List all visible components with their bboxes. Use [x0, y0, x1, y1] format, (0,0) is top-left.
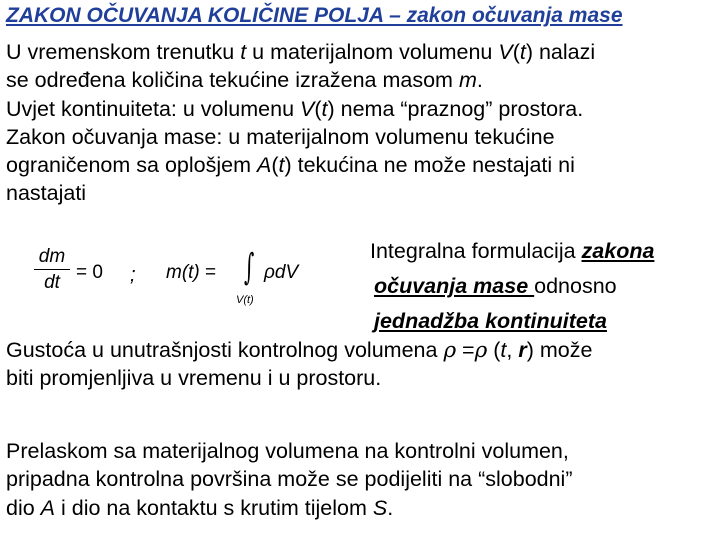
integral-subscript: V(t)	[236, 294, 254, 306]
text-span: ) nema “praznog” prostora.	[327, 96, 584, 121]
var-t: t	[321, 96, 328, 121]
text-span: odnosno	[534, 274, 617, 298]
text-span: (	[512, 40, 520, 64]
equals-sign: =	[199, 262, 217, 283]
mass-of-t	[166, 262, 216, 284]
text-span: Integralna formulacija	[370, 239, 582, 263]
text-line-2	[6, 66, 720, 94]
integral-formulation-note	[370, 234, 654, 339]
text-span: .	[387, 495, 394, 520]
density-line-1	[6, 336, 720, 364]
note-line-2	[370, 269, 654, 304]
text-span: Uvjet kontinuiteta: u volumenu	[6, 96, 300, 121]
fraction-denominator: dt	[44, 272, 60, 293]
text-span: i dio na kontaktu s krutim tijelom	[55, 495, 373, 520]
var-t: t	[278, 153, 285, 178]
var-t: t	[240, 40, 247, 64]
text-span: u materijalnom volumenu	[246, 40, 499, 64]
slide-title: ZAKON OČUVANJA KOLIČINE POLJA – zakon očuvanja mase	[6, 4, 623, 27]
text-line-1	[6, 38, 720, 66]
text-span: ) može	[526, 338, 593, 362]
note-line-3	[370, 304, 654, 339]
m-of-t-label: m(t)	[166, 262, 200, 283]
var-t: t	[519, 40, 526, 64]
intro-text	[6, 38, 720, 208]
rho-symbol: ρ	[474, 338, 488, 363]
underlined-term: očuvanja mase	[374, 274, 535, 298]
text-line-5	[6, 151, 720, 179]
text-span: dio	[6, 495, 41, 520]
control-volume-text	[6, 437, 720, 522]
mass-conservation-equation	[30, 246, 350, 318]
var-S: S	[372, 495, 388, 520]
text-span: ,	[506, 338, 519, 362]
underlined-term: zakona	[581, 239, 655, 263]
integral-icon: ∫	[244, 247, 255, 288]
text-span: (	[314, 96, 322, 121]
text-span: ) tekućina ne može nestajati ni	[284, 153, 575, 178]
rho-symbol: ρ	[443, 338, 457, 363]
var-A: A	[256, 153, 272, 178]
text-span: (	[487, 338, 501, 362]
equals-zero: = 0	[76, 262, 103, 283]
var-A: A	[40, 495, 56, 520]
text-span: se određena količina tekućine izražena masom	[6, 68, 459, 93]
text-span: .	[476, 68, 483, 93]
density-text	[6, 336, 720, 393]
text-line-3	[6, 95, 720, 123]
integrand: ρdV	[264, 262, 299, 283]
text-span: ograničenom sa oplošjem	[6, 153, 257, 178]
var-V: V	[498, 40, 513, 64]
note-line-1	[370, 234, 654, 269]
underlined-term: jednadžba kontinuiteta	[374, 309, 607, 333]
var-V: V	[300, 96, 315, 121]
text-span: U vremenskom trenutku	[6, 40, 241, 64]
density-line-2: biti promjenljiva u vremenu i u prostoru.	[6, 366, 382, 391]
var-m: m	[458, 68, 477, 93]
text-line-4: Zakon očuvanja mase: u materijalnom volumenu tekućine	[6, 124, 555, 149]
cv-line-3	[6, 494, 720, 522]
text-span: Gustoća u unutrašnjosti kontrolnog volumena	[6, 338, 444, 362]
text-line-6: nastajati	[6, 181, 87, 206]
cv-line-2: pripadna kontrolna površina može se podijeliti na “slobodni”	[6, 467, 573, 492]
semicolon: ;	[130, 264, 136, 286]
derivative-fraction	[34, 246, 70, 294]
fraction-numerator: dm	[34, 246, 70, 270]
var-t: t	[500, 338, 507, 362]
cv-line-1: Prelaskom sa materijalnog volumena na kontrolni volumen,	[6, 439, 569, 463]
text-span: (	[271, 153, 279, 178]
var-r: r	[518, 338, 527, 362]
text-span: ) nalazi	[525, 40, 596, 64]
equals-sign: =	[456, 338, 475, 362]
